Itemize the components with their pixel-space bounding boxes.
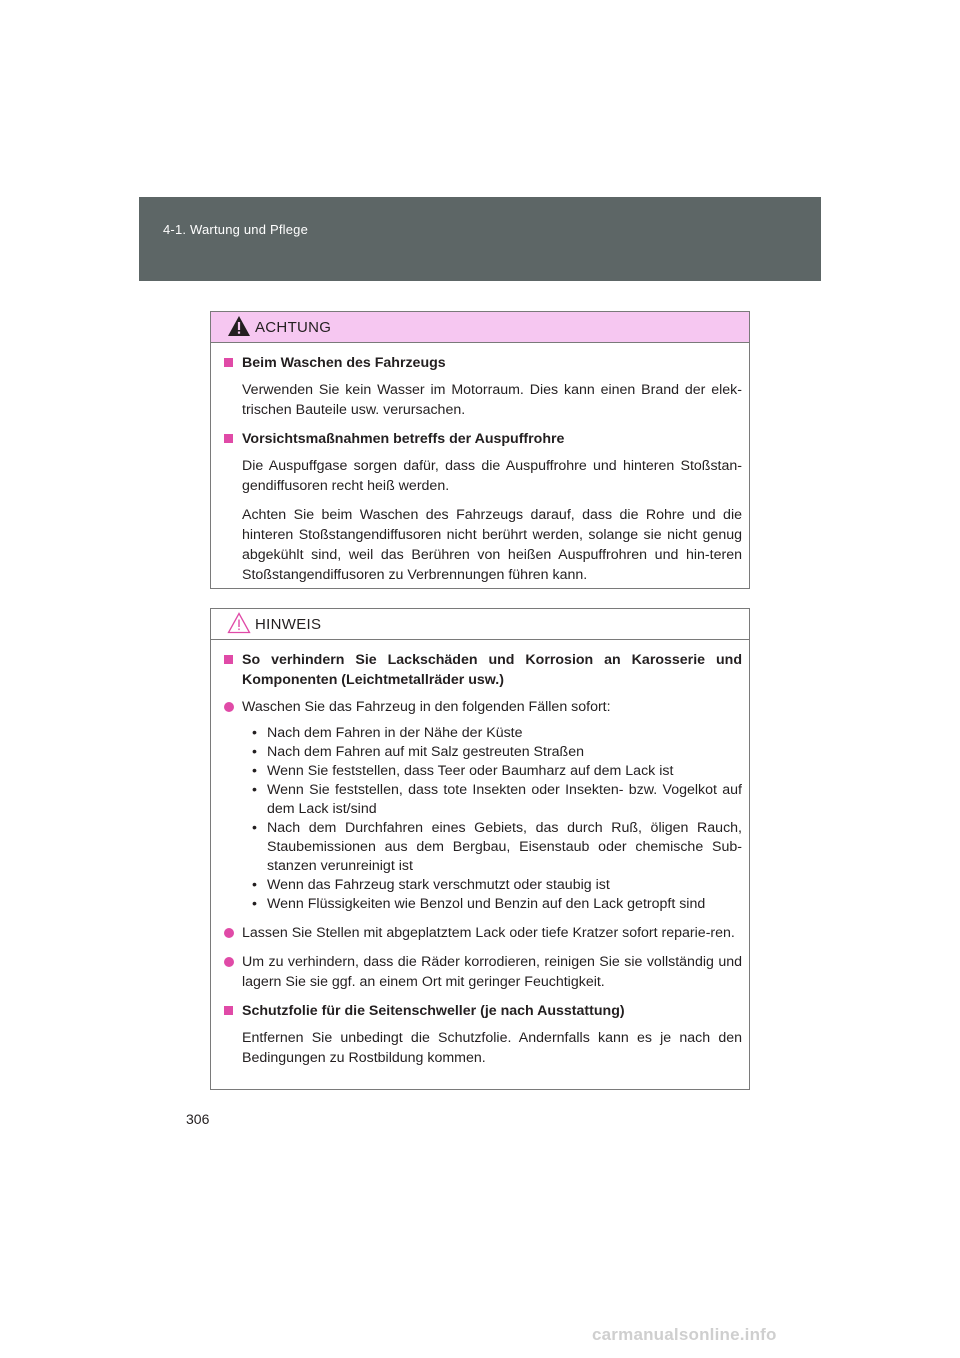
watermark: carmanualsonline.info — [592, 1325, 777, 1344]
list-item: Waschen Sie das Fahrzeug in den folgenden Fällen sofort: — [222, 697, 742, 717]
achtung-title: ACHTUNG — [255, 319, 332, 336]
section-label: 4-1. Wartung und Pflege — [163, 222, 309, 237]
hinweis-heading-paint: So verhindern Sie Lackschäden und Korrosion an Karosserie und Komponenten (Leichtmetallräder usw.) — [222, 650, 742, 690]
square-bullet-icon — [224, 655, 233, 664]
list-item: Lassen Sie Stellen mit abgeplatztem Lack oder tiefe Kratzer sofort reparie-ren. — [222, 923, 742, 943]
situation-list — [222, 724, 742, 914]
achtung-paragraph: Achten Sie beim Waschen des Fahrzeugs darauf, dass die Rohre und die hinteren Stoßstangendiffusoren nicht berührt werden, solange sie nicht genug abgekühlt sind, weil das Berühren von heißen Auspuffrohren und hin-teren Stoßstangendiffusoren zu Verbrennungen führen kann. — [242, 507, 742, 583]
list-item: • Wenn Sie feststellen, dass tote Insekten oder Insekten- bzw. Vogelkot auf dem Lack ist/sind — [252, 781, 742, 819]
achtung-paragraph: Die Auspuffgase sorgen dafür, dass die Auspuffrohre und hinteren Stoßstan-gendiffusoren recht heiß werden. — [242, 458, 742, 494]
square-bullet-icon — [224, 1006, 233, 1015]
dot-bullet-icon — [224, 928, 234, 938]
warning-outline-icon — [227, 612, 251, 634]
list-item: Um zu verhindern, dass die Räder korrodieren, reinigen Sie sie vollständig und lagern Sie sie ggf. an einem Ort mit geringer Feuchtigkeit. — [222, 952, 742, 992]
hinweis-heading-protective-film: Schutzfolie für die Seitenschweller (je nach Ausstattung) — [222, 1001, 742, 1021]
page-number: 306 — [186, 1111, 210, 1127]
list-item: • Wenn Sie feststellen, dass Teer oder Baumharz auf dem Lack ist — [252, 762, 742, 781]
list-item: • Nach dem Durchfahren eines Gebiets, das durch Ruß, öligen Rauch, Staubemissionen aus dem Bergbau, Eisenstaub oder chemische Sub-stanzen verunreinigt ist — [252, 819, 742, 876]
hinweis-title: HINWEIS — [255, 616, 322, 633]
dot-bullet-icon — [224, 957, 234, 967]
achtung-header — [211, 312, 749, 343]
achtung-heading-washing: Beim Waschen des Fahrzeugs — [222, 353, 742, 373]
achtung-paragraph: Verwenden Sie kein Wasser im Motorraum. Dies kann einen Brand der elek-trischen Bauteile usw. verursachen. — [242, 382, 742, 418]
section-header-band — [139, 197, 821, 281]
square-bullet-icon — [224, 434, 233, 443]
hinweis-box — [210, 608, 750, 1090]
hinweis-paragraph: Entfernen Sie unbedingt die Schutzfolie. Andernfalls kann es je nach den Bedingungen zu Rostbildung kommen. — [242, 1030, 742, 1066]
achtung-heading-exhaust: Vorsichtsmaßnahmen betreffs der Auspuffrohre — [222, 429, 742, 449]
list-item: • Wenn das Fahrzeug stark verschmutzt oder staubig ist — [252, 876, 742, 895]
list-item: • Nach dem Fahren auf mit Salz gestreuten Straßen — [252, 743, 742, 762]
achtung-box — [210, 311, 750, 589]
warning-filled-icon — [227, 315, 251, 337]
dot-bullet-icon — [224, 702, 234, 712]
hinweis-header — [211, 609, 749, 640]
list-item: • Wenn Flüssigkeiten wie Benzol und Benzin auf den Lack getropft sind — [252, 895, 742, 914]
list-item: • Nach dem Fahren in der Nähe der Küste — [252, 724, 742, 743]
square-bullet-icon — [224, 358, 233, 367]
